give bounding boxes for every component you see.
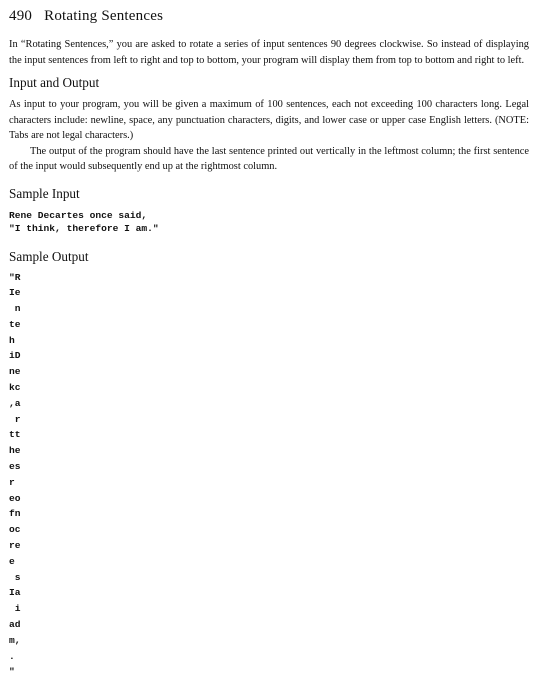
sample-output-block (9, 270, 529, 680)
sample-output-line: s (9, 570, 529, 586)
sample-output-line: n (9, 301, 529, 317)
sample-output-line: re (9, 538, 529, 554)
sample-output-line: r (9, 475, 529, 491)
sample-output-line: te (9, 317, 529, 333)
sample-output-line: Ie (9, 285, 529, 301)
sample-output-line: fn (9, 506, 529, 522)
sample-output-line: ad (9, 617, 529, 633)
sample-output-line: iD (9, 348, 529, 364)
io-paragraph-1: As input to your program, you will be given a maximum of 100 sentences, each not exceeding 100 characters long. Legal characters include: newline, space, any punctuation characters, digits, and lower case or upper case English letters. (NOTE: Tabs are not legal characters.) (9, 97, 529, 144)
sample-output-heading: Sample Output (9, 248, 529, 266)
problem-page (9, 6, 529, 680)
sample-output-line: Ia (9, 585, 529, 601)
io-heading: Input and Output (9, 74, 529, 92)
sample-input-line: Rene Decartes once said, (9, 209, 529, 222)
io-paragraph-2: The output of the program should have the last sentence printed out vertically in the leftmost column; the first sentence of the input would subsequently end up at the rightmost column. (9, 144, 529, 175)
sample-output-line: tt (9, 427, 529, 443)
sample-output-line: " (9, 664, 529, 680)
sample-input-line: "I think, therefore I am." (9, 222, 529, 235)
sample-output-line: ,a (9, 396, 529, 412)
sample-input-block (9, 209, 529, 235)
problem-title (9, 6, 529, 26)
problem-number: 490 (9, 8, 32, 24)
sample-output-line: . (9, 649, 529, 665)
sample-output-line: h (9, 333, 529, 349)
sample-output-line: es (9, 459, 529, 475)
intro-paragraph: In “Rotating Sentences,” you are asked to rotate a series of input sentences 90 degrees clockwise. So instead of displaying the input sentences from left to right and top to bottom, your program will display them from top to bottom and right to left. (9, 37, 529, 68)
sample-output-line: ne (9, 364, 529, 380)
problem-title-text: Rotating Sentences (44, 8, 163, 24)
sample-output-line: eo (9, 491, 529, 507)
sample-output-line: m, (9, 633, 529, 649)
sample-output-line: e (9, 554, 529, 570)
sample-output-line: oc (9, 522, 529, 538)
sample-output-line: he (9, 443, 529, 459)
sample-output-line: r (9, 412, 529, 428)
sample-output-line: i (9, 601, 529, 617)
sample-input-heading: Sample Input (9, 185, 529, 203)
sample-output-line: "R (9, 270, 529, 286)
sample-output-line: kc (9, 380, 529, 396)
